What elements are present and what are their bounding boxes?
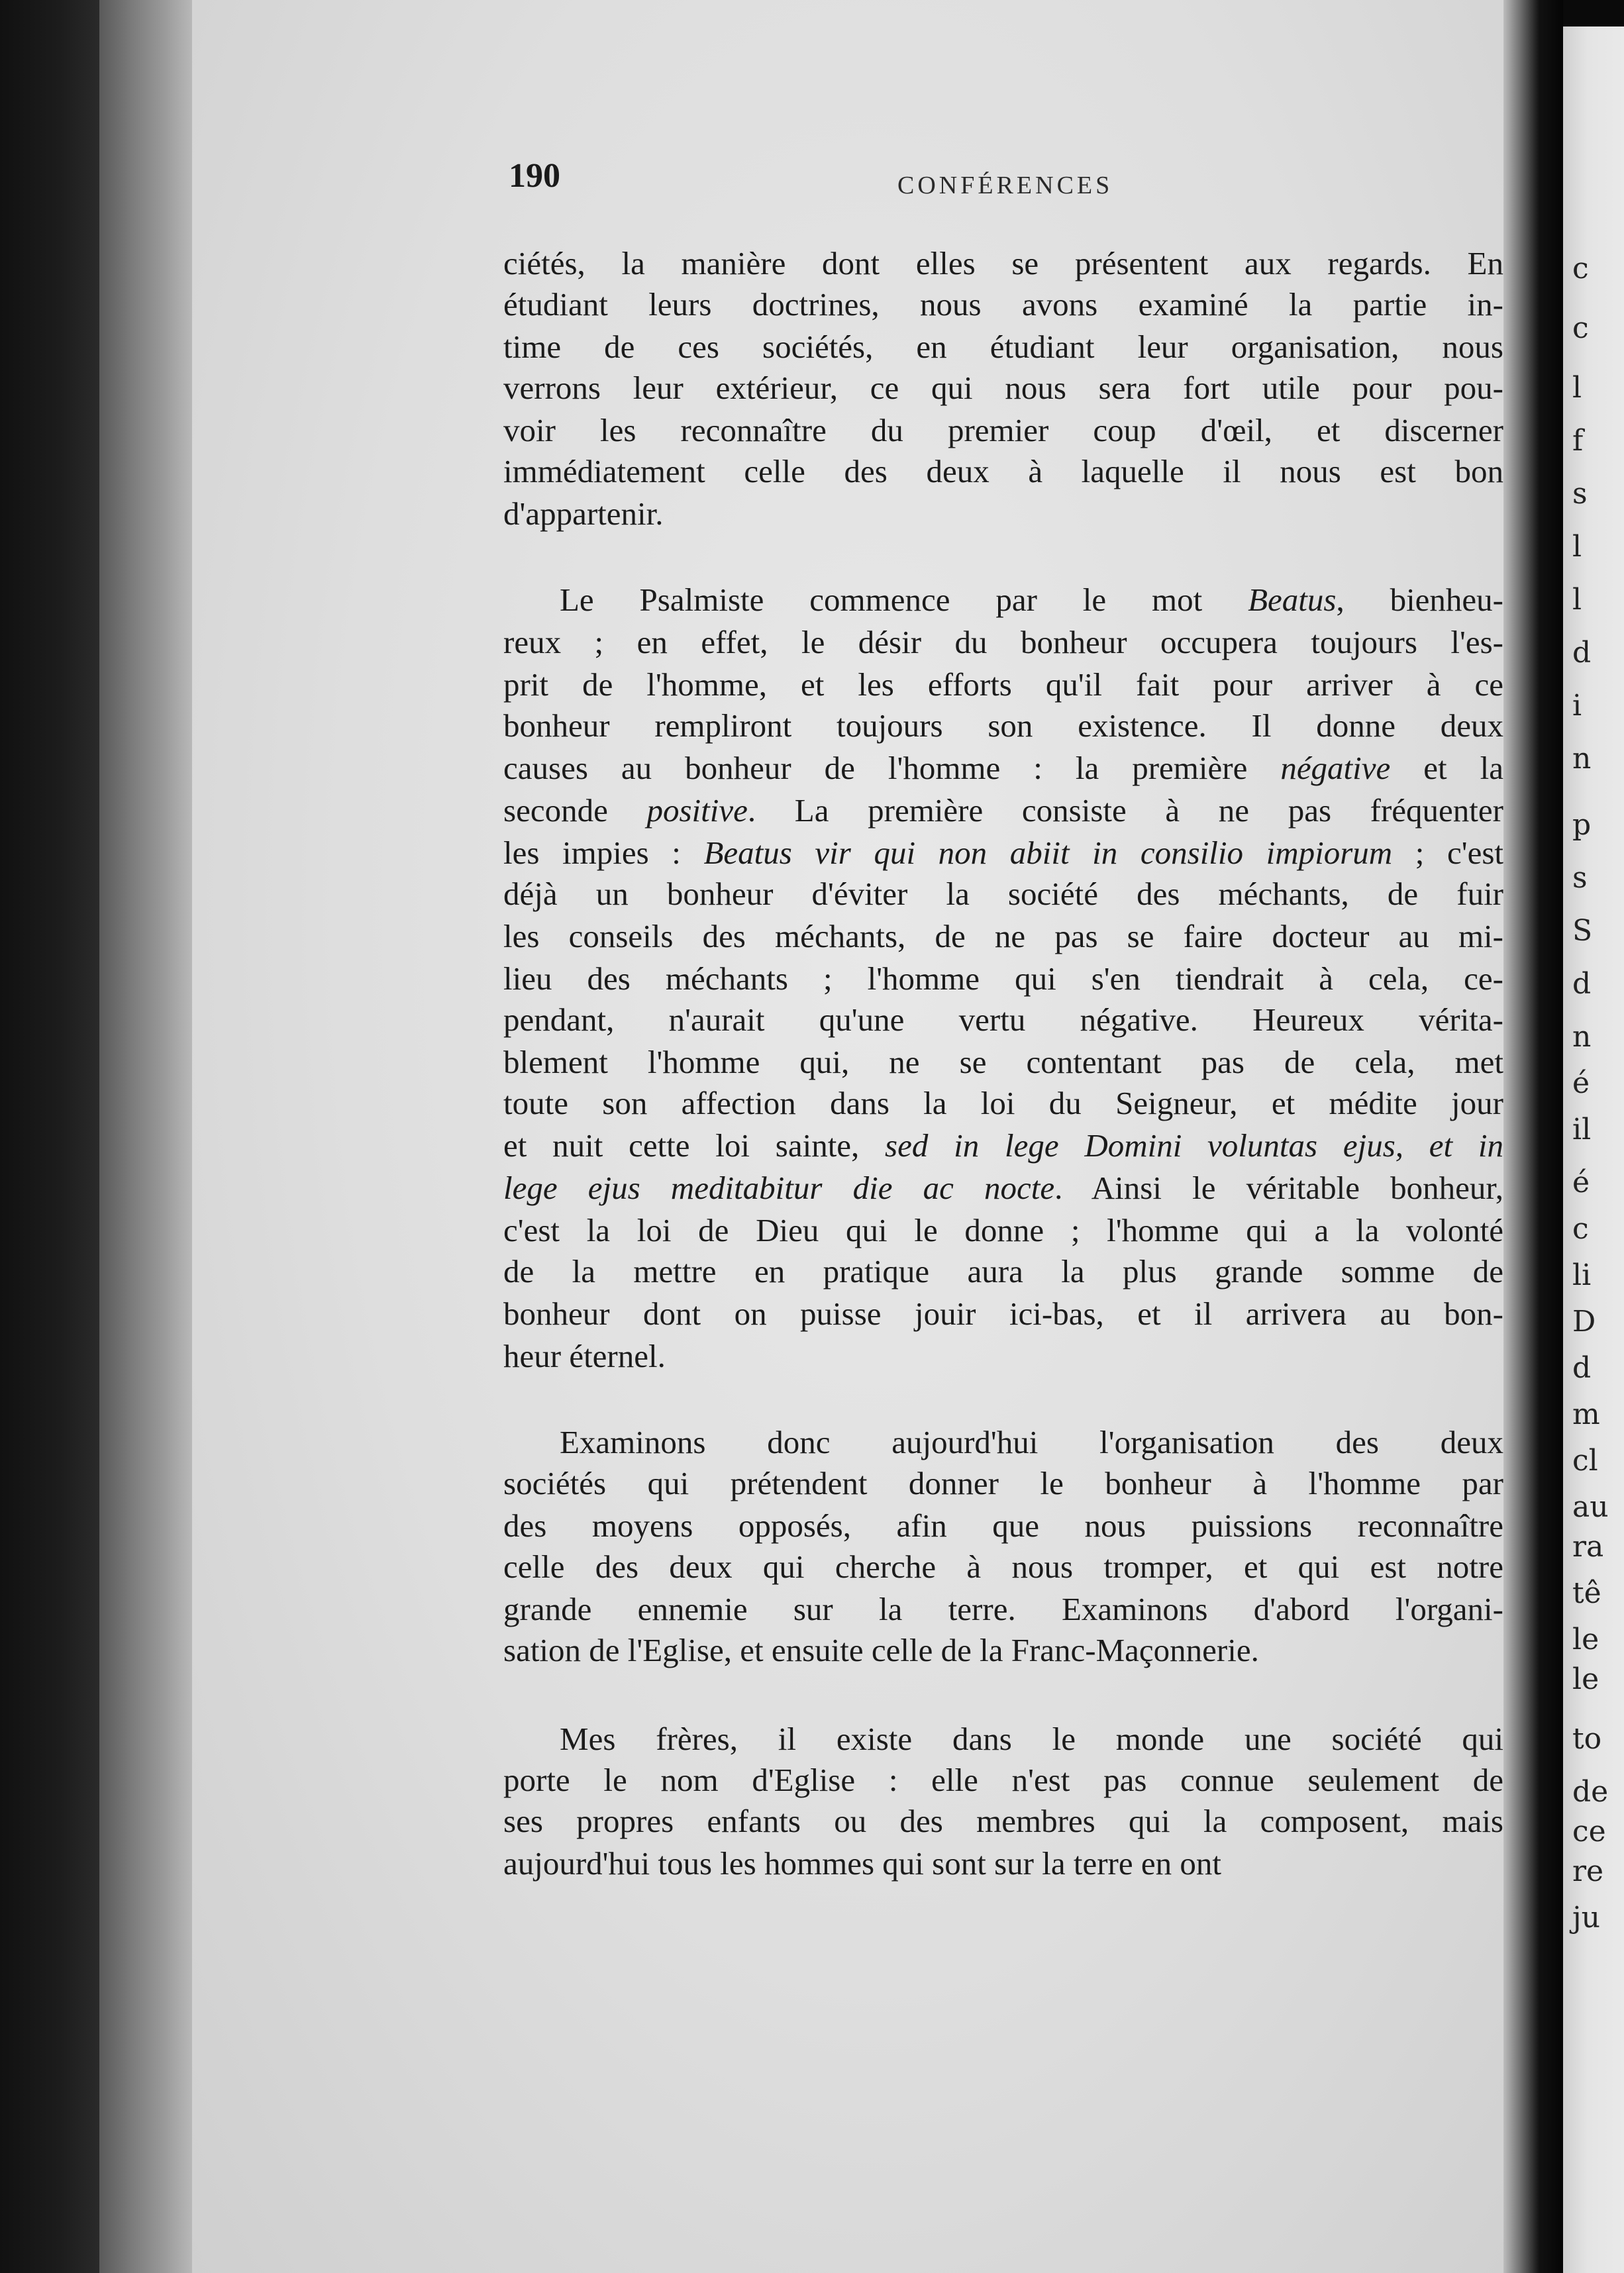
text-line: [503, 791, 1503, 831]
text-line: [503, 833, 1503, 873]
text-line: [503, 1252, 1503, 1291]
text-span: ; c'est: [1392, 834, 1503, 871]
text-line: [503, 1000, 1503, 1040]
book-binding: [0, 0, 99, 2273]
text-line: [560, 1423, 1503, 1462]
next-page-text-fragment: p: [1572, 808, 1592, 842]
text-span: les conseils des méchants, de ne pas se faire docteur au mi-: [503, 918, 1503, 954]
text-line: [503, 494, 1503, 534]
text-span: ses propres enfants ou des membres qui la composent, mais: [503, 1803, 1503, 1839]
text-line: [503, 327, 1503, 367]
next-page-text-fragment: tê: [1572, 1576, 1601, 1610]
text-span: prit de l'homme, et les efforts qu'il fait pour arriver à ce: [503, 666, 1503, 703]
text-line: [503, 665, 1503, 705]
next-page-text-fragment: cl: [1572, 1444, 1598, 1478]
text-span: déjà un bonheur d'éviter la société des méchants, de fuir: [503, 876, 1503, 912]
next-page-text-fragment: d: [1572, 967, 1592, 1001]
text-span: time de ces sociétés, en étudiant leur organisation, nous: [503, 328, 1503, 365]
text-span: heur éternel.: [503, 1338, 666, 1374]
next-page-text-fragment: de: [1572, 1775, 1609, 1809]
text-span: Le Psalmiste commence par le mot: [560, 581, 1248, 618]
next-page-text-fragment: s: [1572, 861, 1588, 895]
text-span: c'est la loi de Dieu qui le donne ; l'homme qui a la volonté: [503, 1212, 1503, 1248]
latin-quotation: Beatus: [1248, 581, 1337, 618]
text-span: étudiant leurs doctrines, nous avons examiné la partie in-: [503, 286, 1503, 323]
next-page-text-fragment: m: [1572, 1397, 1600, 1431]
text-line: [503, 1168, 1503, 1208]
text-span: immédiatement celle des deux à laquelle il nous est bon: [503, 453, 1503, 489]
text-span: seconde: [503, 792, 647, 829]
text-span: d'appartenir.: [503, 495, 664, 532]
text-line: [503, 452, 1503, 491]
text-line: [503, 1211, 1503, 1250]
next-page-text-fragment: é: [1572, 1066, 1590, 1100]
next-page-text-fragment: é: [1572, 1166, 1590, 1199]
text-line: [503, 874, 1503, 914]
text-line: [503, 1844, 1503, 1884]
text-span: Mes frères, il existe dans le monde une société qui: [560, 1721, 1503, 1757]
text-line: [503, 1590, 1503, 1629]
text-line: [503, 959, 1503, 999]
text-span: toute son affection dans la loi du Seigneur, et médite jour: [503, 1085, 1503, 1121]
text-span: bonheur dont on puisse jouir ici-bas, et il arrivera au bon-: [503, 1295, 1503, 1332]
text-span: aujourd'hui tous les hommes qui sont sur la terre en ont: [503, 1845, 1221, 1882]
text-span: blement l'homme qui, ne se contentant pas de cela, met: [503, 1044, 1503, 1080]
text-line: [503, 244, 1503, 283]
next-page-text-fragment: d: [1572, 1351, 1592, 1385]
next-page-text-fragment: ra: [1572, 1530, 1604, 1564]
next-page-text-fragment: il: [1572, 1113, 1592, 1146]
text-span: des moyens opposés, afin que nous puissions reconnaître: [503, 1507, 1503, 1544]
next-page-text-fragment: c: [1572, 252, 1589, 285]
text-line: [503, 1294, 1503, 1334]
text-span: . La première consiste à ne pas fréquenter: [747, 792, 1503, 829]
text-line: [503, 623, 1503, 662]
text-span: et la: [1390, 750, 1503, 786]
text-span: porte le nom d'Eglise : elle n'est pas connue seulement de: [503, 1762, 1503, 1798]
text-line: [503, 917, 1503, 956]
next-page-text-fragment: d: [1572, 636, 1592, 670]
text-span: reux ; en effet, le désir du bonheur occupera toujours l'es-: [503, 624, 1503, 660]
text-span: et nuit cette loi sainte,: [503, 1127, 886, 1164]
text-span: . Ainsi le véritable bonheur,: [1054, 1170, 1503, 1206]
next-page-text-fragment: le: [1572, 1662, 1599, 1696]
text-line: [503, 1547, 1503, 1587]
text-span: sation de l'Eglise, et ensuite celle de la Franc-Maçonnerie.: [503, 1632, 1259, 1668]
next-page-text-fragment: to: [1572, 1722, 1602, 1756]
text-line: [503, 368, 1503, 408]
text-span: de la mettre en pratique aura la plus grande somme de: [503, 1253, 1503, 1289]
text-span: celle des deux qui cherche à nous tromper, et qui est notre: [503, 1548, 1503, 1585]
latin-quotation: Beatus vir qui non abiit in consilio impiorum: [703, 834, 1393, 871]
text-span: verrons leur extérieur, ce qui nous sera fort utile pour pou-: [503, 370, 1503, 406]
text-line: [503, 285, 1503, 325]
next-page-text-fragment: n: [1572, 1020, 1592, 1054]
latin-quotation: négative: [1280, 750, 1391, 786]
next-page-text-fragment: re: [1572, 1854, 1604, 1888]
text-line: [503, 1506, 1503, 1546]
latin-quotation: sed in lege Domini voluntas ejus, et in: [885, 1127, 1503, 1164]
text-span: ciétés, la manière dont elles se présentent aux regards. En: [503, 245, 1503, 281]
text-line: [503, 411, 1503, 450]
latin-quotation: lege ejus meditabitur die ac nocte: [503, 1170, 1055, 1206]
next-page-text-fragment: ju: [1572, 1901, 1600, 1935]
text-line: [560, 580, 1503, 620]
text-line: [503, 1337, 1503, 1376]
text-span: lieu des méchants ; l'homme qui s'en tiendrait à cela, ce-: [503, 960, 1503, 997]
next-page-text-fragment: f: [1572, 424, 1584, 458]
page-gutter: [1503, 0, 1563, 2273]
page-number: 190: [509, 157, 560, 195]
next-page-text-fragment: c: [1572, 311, 1589, 345]
text-span: causes au bonheur de l'homme : la première: [503, 750, 1281, 786]
text-span: grande ennemie sur la terre. Examinons d'abord l'organi-: [503, 1591, 1503, 1627]
text-line: [503, 1126, 1503, 1166]
running-head: CONFÉRENCES: [897, 172, 1113, 199]
text-line: [503, 1801, 1503, 1841]
text-span: , bienheu-: [1336, 581, 1503, 618]
text-line: [560, 1719, 1503, 1759]
next-page-text-fragment: l: [1572, 530, 1582, 564]
text-span: voir les reconnaître du premier coup d'œil, et discerner: [503, 412, 1503, 448]
next-page-text-fragment: s: [1572, 477, 1588, 511]
text-line: [503, 706, 1503, 746]
text-span: les impies :: [503, 834, 704, 871]
text-line: [503, 1631, 1503, 1670]
next-page-text-fragment: c: [1572, 1212, 1589, 1246]
text-span: Examinons donc aujourd'hui l'organisation des deux: [560, 1424, 1503, 1460]
text-line: [503, 748, 1503, 788]
next-page-text-fragment: i: [1572, 689, 1582, 723]
next-page-text-fragment: au: [1572, 1490, 1609, 1524]
next-page-text-fragment: S: [1572, 914, 1593, 948]
next-page-text-fragment: l: [1572, 371, 1582, 405]
next-page-text-fragment: n: [1572, 742, 1592, 776]
next-page-text-fragment: ce: [1572, 1815, 1606, 1848]
latin-quotation: positive: [646, 792, 748, 829]
text-line: [503, 1464, 1503, 1503]
text-line: [503, 1042, 1503, 1082]
text-span: pendant, n'aurait qu'une vertu négative. Heureux vérita-: [503, 1001, 1503, 1038]
next-page-text-fragment: l: [1572, 583, 1582, 617]
next-page-text-fragment: D: [1572, 1305, 1596, 1339]
text-span: bonheur rempliront toujours son existence. Il donne deux: [503, 707, 1503, 744]
text-span: sociétés qui prétendent donner le bonheur à l'homme par: [503, 1465, 1503, 1501]
next-page-sliver: [1563, 26, 1624, 2273]
text-line: [503, 1760, 1503, 1800]
text-line: [503, 1084, 1503, 1123]
page-edge: [99, 0, 192, 2273]
next-page-text-fragment: le: [1572, 1623, 1599, 1656]
next-page-text-fragment: li: [1572, 1258, 1592, 1292]
